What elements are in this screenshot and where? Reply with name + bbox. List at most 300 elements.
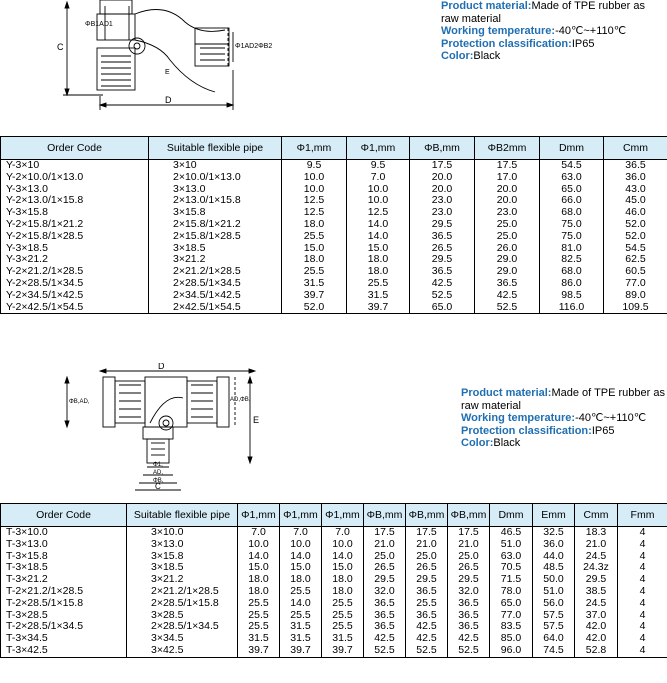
table-cell: 54.5 — [540, 160, 604, 172]
spec-color: Color:Black — [461, 437, 521, 449]
product1-specs — [441, 0, 661, 63]
table-cell: 10.0 — [282, 184, 347, 196]
table-row — [1, 290, 667, 302]
y-connector-table — [0, 136, 667, 314]
table-cell: 42.5 — [475, 290, 540, 302]
table-cell: 4 — [618, 574, 667, 586]
table-cell: 25.5 — [322, 598, 364, 610]
table-cell: 62.5 — [604, 254, 667, 266]
table-cell: Y-3×13.0 — [1, 184, 149, 196]
dim-e-label: E — [253, 415, 260, 425]
table-cell: 2×28.5/1×34.5 — [149, 278, 282, 290]
table-cell: 52.5 — [475, 302, 540, 314]
table-cell: 23.0 — [475, 207, 540, 219]
table-cell: 98.5 — [540, 290, 604, 302]
table-cell: 36.5 — [448, 598, 490, 610]
table-cell: 77.0 — [604, 278, 667, 290]
table-cell: 39.7 — [322, 645, 364, 657]
table-cell: 12.5 — [347, 207, 410, 219]
table-cell: 2×13.0/1×15.8 — [149, 195, 282, 207]
table-cell: 26.5 — [410, 243, 475, 255]
table-cell: 26.5 — [364, 562, 406, 574]
table-row — [1, 551, 667, 563]
column-header: Order Code — [1, 137, 149, 160]
table-cell: 2×10.0/1×13.0 — [149, 172, 282, 184]
table-cell: 36.5 — [475, 278, 540, 290]
table-cell: 14.0 — [238, 551, 280, 563]
table-cell: 50.0 — [533, 574, 575, 586]
table-row — [1, 645, 667, 657]
table-cell: 52.5 — [364, 645, 406, 657]
table-cell: Y-3×18.5 — [1, 243, 149, 255]
table-cell: 2×15.8/1×28.5 — [149, 231, 282, 243]
table-cell: 39.7 — [238, 645, 280, 657]
table-cell: Y-2×21.2/1×28.5 — [1, 266, 149, 278]
table-cell: 31.5 — [280, 621, 322, 633]
table-row — [1, 207, 667, 219]
table-cell: 10.0 — [322, 539, 364, 551]
table-cell: 37.0 — [575, 610, 618, 622]
table-cell: 17.5 — [448, 527, 490, 539]
table-cell: 17.0 — [475, 172, 540, 184]
table-cell: 48.5 — [533, 562, 575, 574]
table-row — [1, 562, 667, 574]
table-cell: 17.5 — [410, 160, 475, 172]
table-cell: 29.0 — [475, 254, 540, 266]
table-cell: 3×13.0 — [149, 184, 282, 196]
column-header: Suitable flexible pipe — [149, 137, 282, 160]
table-cell: 36.0 — [533, 539, 575, 551]
table-cell: 66.0 — [540, 195, 604, 207]
table-cell: 25.5 — [322, 621, 364, 633]
table-cell: 2×21.2/1×28.5 — [149, 266, 282, 278]
table-cell: 25.5 — [280, 586, 322, 598]
table-row — [1, 574, 667, 586]
table-cell: 96.0 — [490, 645, 533, 657]
table-cell: 36.5 — [406, 610, 448, 622]
column-header: ΦB,mm — [406, 504, 448, 527]
table-cell: 25.5 — [347, 278, 410, 290]
table-cell: 24.5 — [575, 551, 618, 563]
table-cell: 25.5 — [238, 598, 280, 610]
table-cell: 3×10 — [149, 160, 282, 172]
table-cell: 89.0 — [604, 290, 667, 302]
table-cell: 14.0 — [280, 598, 322, 610]
table-cell: 36.5 — [406, 586, 448, 598]
table-cell: T-3×18.5 — [1, 562, 127, 574]
table-cell: Y-2×42.5/1×54.5 — [1, 302, 149, 314]
column-header: ΦB,mm — [448, 504, 490, 527]
dim-b-label: ΦB, — [153, 478, 164, 484]
table-cell: 29.5 — [575, 574, 618, 586]
table-cell: 42.5 — [448, 633, 490, 645]
column-header: Cmm — [604, 137, 667, 160]
table-cell: 3×13.0 — [127, 539, 238, 551]
table-cell: 52.0 — [604, 231, 667, 243]
table-cell: 109.5 — [604, 302, 667, 314]
table-cell: 14.0 — [347, 231, 410, 243]
dim-d-label: D — [158, 363, 165, 371]
table-cell: 42.5 — [410, 278, 475, 290]
table-cell: 17.5 — [364, 527, 406, 539]
table-cell: 2×42.5/1×54.5 — [149, 302, 282, 314]
column-header: ΦB,mm — [364, 504, 406, 527]
table-cell: 60.5 — [604, 266, 667, 278]
table-cell: 17.5 — [475, 160, 540, 172]
table-cell: 3×18.5 — [127, 562, 238, 574]
table-cell: 18.0 — [238, 574, 280, 586]
table-cell: T-3×15.8 — [1, 551, 127, 563]
spec-protection: Protection classification:IP65 — [461, 424, 615, 437]
table-row — [1, 598, 667, 610]
table-cell: T-2×28.5/1×15.8 — [1, 598, 127, 610]
table-cell: 15.0 — [322, 562, 364, 574]
table-cell: 4 — [618, 527, 667, 539]
table-row — [1, 539, 667, 551]
table-cell: 4 — [618, 645, 667, 657]
table-cell: 26.5 — [406, 562, 448, 574]
spec-temperature: Working temperature:-40℃~+110℃ — [461, 412, 647, 424]
table-cell: 29.5 — [406, 574, 448, 586]
table-cell: 68.0 — [540, 266, 604, 278]
table-cell: T-3×21.2 — [1, 574, 127, 586]
dim-c-label: C — [57, 42, 64, 52]
table-row — [1, 254, 667, 266]
table-cell: 4 — [618, 621, 667, 633]
table-cell: 20.0 — [410, 184, 475, 196]
table-cell: T-3×42.5 — [1, 645, 127, 657]
table-cell: 71.5 — [490, 574, 533, 586]
column-header: Suitable flexible pipe — [127, 504, 238, 527]
table-cell: 2×21.2/1×28.5 — [127, 586, 238, 598]
table-cell: 42.5 — [406, 621, 448, 633]
table-cell: 51.0 — [533, 586, 575, 598]
table-cell: 45.0 — [604, 195, 667, 207]
table-cell: 31.5 — [238, 633, 280, 645]
table-cell: 20.0 — [475, 184, 540, 196]
table-row — [1, 184, 667, 196]
table-cell: 64.0 — [533, 633, 575, 645]
table-cell: 15.0 — [282, 243, 347, 255]
table-cell: 21.0 — [364, 539, 406, 551]
table-cell: 52.0 — [282, 302, 347, 314]
column-header: ΦB,mm — [410, 137, 475, 160]
table-cell: 18.0 — [347, 266, 410, 278]
table-cell: 18.3 — [575, 527, 618, 539]
table-cell: 74.5 — [533, 645, 575, 657]
table-row — [1, 278, 667, 290]
table-cell: 18.0 — [347, 254, 410, 266]
table-cell: 3×21.2 — [149, 254, 282, 266]
table-cell: 29.5 — [364, 574, 406, 586]
table-cell: 39.7 — [280, 645, 322, 657]
table-row — [1, 243, 667, 255]
table-cell: 68.0 — [540, 207, 604, 219]
table-cell: 70.5 — [490, 562, 533, 574]
table-cell: 25.5 — [322, 610, 364, 622]
table-row — [1, 266, 667, 278]
table-cell: 29.5 — [410, 219, 475, 231]
column-header: Dmm — [490, 504, 533, 527]
table-cell: 36.0 — [604, 172, 667, 184]
table-cell: 26.5 — [448, 562, 490, 574]
product2-specs — [461, 387, 666, 450]
table-cell: 77.0 — [490, 610, 533, 622]
table-cell: 38.5 — [575, 586, 618, 598]
table-cell: 116.0 — [540, 302, 604, 314]
table-cell: 21.0 — [575, 539, 618, 551]
table-cell: 32.0 — [364, 586, 406, 598]
table-row — [1, 195, 667, 207]
table-cell: 57.5 — [533, 621, 575, 633]
dim-e-label: E — [165, 69, 170, 76]
table-cell: 42.5 — [406, 633, 448, 645]
table-cell: 3×42.5 — [127, 645, 238, 657]
table-cell: 24.3z — [575, 562, 618, 574]
table-cell: 15.0 — [347, 243, 410, 255]
table-cell: 32.0 — [448, 586, 490, 598]
table-cell: 31.5 — [322, 633, 364, 645]
y-connector-drawing — [55, 0, 285, 118]
dim-d-label: D — [165, 95, 172, 105]
table-cell: 10.0 — [282, 172, 347, 184]
table-cell: 9.5 — [347, 160, 410, 172]
table-cell: 4 — [618, 598, 667, 610]
table-cell: 15.0 — [238, 562, 280, 574]
table-cell: Y-2×10.0/1×13.0 — [1, 172, 149, 184]
table-cell: 65.0 — [490, 598, 533, 610]
table-cell: 25.0 — [364, 551, 406, 563]
table-cell: 23.0 — [410, 195, 475, 207]
column-header: Dmm — [540, 137, 604, 160]
dim-ad-label: AD, — [153, 470, 164, 476]
table-cell: 10.0 — [347, 184, 410, 196]
table-cell: 52.5 — [406, 645, 448, 657]
table-cell: Y-2×15.8/1×21.2 — [1, 219, 149, 231]
table-row — [1, 172, 667, 184]
table-cell: 21.0 — [406, 539, 448, 551]
table-cell: 18.0 — [322, 574, 364, 586]
table-cell: 20.0 — [475, 195, 540, 207]
table-cell: 4 — [618, 610, 667, 622]
table-cell: 4 — [618, 562, 667, 574]
column-header: Φ1,mm — [347, 137, 410, 160]
table-cell: 4 — [618, 586, 667, 598]
table-cell: 56.0 — [533, 598, 575, 610]
table-cell: 12.5 — [282, 207, 347, 219]
dim-left-label: ΦB,AD, — [69, 399, 90, 405]
table-cell: 42.0 — [575, 621, 618, 633]
table-cell: 25.0 — [448, 551, 490, 563]
table-cell: 7.0 — [347, 172, 410, 184]
table-cell: Y-3×21.2 — [1, 254, 149, 266]
table-cell: T-3×10.0 — [1, 527, 127, 539]
table-cell: 75.0 — [540, 231, 604, 243]
table-cell: 23.0 — [410, 207, 475, 219]
table-cell: 63.0 — [490, 551, 533, 563]
table-cell: 21.0 — [448, 539, 490, 551]
table-cell: 4 — [618, 551, 667, 563]
table-cell: 46.0 — [604, 207, 667, 219]
table-cell: 85.0 — [490, 633, 533, 645]
table-cell: T-2×21.2/1×28.5 — [1, 586, 127, 598]
column-header: Order Code — [1, 504, 127, 527]
spec-material: Product material:Made of TPE rubber as raw material — [441, 0, 645, 25]
table-cell: 44.0 — [533, 551, 575, 563]
table-cell: 2×28.5/1×34.5 — [127, 621, 238, 633]
table-cell: 14.0 — [347, 219, 410, 231]
table-cell: 31.5 — [347, 290, 410, 302]
table-cell: 10.0 — [280, 539, 322, 551]
table-cell: 63.0 — [540, 172, 604, 184]
table-cell: 52.5 — [448, 645, 490, 657]
table-cell: 46.5 — [490, 527, 533, 539]
table-cell: 4 — [618, 539, 667, 551]
table-cell: 52.5 — [410, 290, 475, 302]
table-cell: 36.5 — [448, 621, 490, 633]
table-cell: 65.0 — [410, 302, 475, 314]
table-cell: 25.0 — [475, 219, 540, 231]
column-header: Φ1,mm — [282, 137, 347, 160]
table-cell: Y-2×28.5/1×34.5 — [1, 278, 149, 290]
table-cell: Y-3×15.8 — [1, 207, 149, 219]
column-header: Cmm — [575, 504, 618, 527]
table-cell: 14.0 — [322, 551, 364, 563]
table-cell: 3×15.8 — [149, 207, 282, 219]
dim-right-label: Φ1AD2ΦB2 — [235, 43, 273, 50]
table-row — [1, 160, 667, 172]
dim-b1-label: ΦB1AD1 — [85, 21, 113, 28]
table-cell: 3×34.5 — [127, 633, 238, 645]
table-cell: 25.0 — [475, 231, 540, 243]
table-cell: Y-2×13.0/1×15.8 — [1, 195, 149, 207]
table-cell: 29.5 — [448, 574, 490, 586]
table-cell: 42.0 — [575, 633, 618, 645]
table-cell: 18.0 — [280, 574, 322, 586]
column-header: Fmm — [618, 504, 667, 527]
table-cell: 36.5 — [604, 160, 667, 172]
table-cell: 52.0 — [604, 219, 667, 231]
column-header: Φ1,mm — [238, 504, 280, 527]
table-cell: 3×10.0 — [127, 527, 238, 539]
table-cell: 3×15.8 — [127, 551, 238, 563]
table-cell: 18.0 — [282, 219, 347, 231]
table-cell: Y-3×10 — [1, 160, 149, 172]
table-row — [1, 586, 667, 598]
table-cell: 3×18.5 — [149, 243, 282, 255]
table-cell: 25.5 — [280, 610, 322, 622]
table-row — [1, 621, 667, 633]
table-cell: 75.0 — [540, 219, 604, 231]
table-cell: 81.0 — [540, 243, 604, 255]
table-cell: 3×28.5 — [127, 610, 238, 622]
table-cell: 36.5 — [364, 621, 406, 633]
table-cell: 18.0 — [282, 254, 347, 266]
table-cell: 31.5 — [282, 278, 347, 290]
table-cell: 26.0 — [475, 243, 540, 255]
dim-b1-label: Φ1, — [153, 462, 163, 468]
table-cell: 29.0 — [475, 266, 540, 278]
table-cell: 9.5 — [282, 160, 347, 172]
table-row — [1, 231, 667, 243]
table-cell: 65.0 — [540, 184, 604, 196]
table-cell: 36.5 — [410, 231, 475, 243]
column-header: ΦB2mm — [475, 137, 540, 160]
table-cell: 15.0 — [280, 562, 322, 574]
table-cell: 52.8 — [575, 645, 618, 657]
dim-c-label: C — [155, 482, 161, 491]
table-row — [1, 527, 667, 539]
column-header: Φ1,mm — [280, 504, 322, 527]
table-cell: 39.7 — [347, 302, 410, 314]
t-connector-drawing — [55, 363, 270, 493]
table-cell: 20.0 — [410, 172, 475, 184]
table-cell: 57.5 — [533, 610, 575, 622]
table-cell: 17.5 — [406, 527, 448, 539]
table-header-row — [1, 137, 667, 160]
dim-right-label: AD,ΦB, — [230, 397, 251, 403]
table-cell: 25.5 — [238, 621, 280, 633]
table-cell: 25.5 — [406, 598, 448, 610]
table-cell: 4 — [618, 633, 667, 645]
spec-temperature: Working temperature:-40℃~+110℃ — [441, 25, 627, 37]
table-cell: 3×21.2 — [127, 574, 238, 586]
spec-material: Product material:Made of TPE rubber as raw material — [461, 387, 665, 412]
table-cell: 10.0 — [347, 195, 410, 207]
table-cell: 7.0 — [238, 527, 280, 539]
table-header-row — [1, 504, 667, 527]
table-cell: 86.0 — [540, 278, 604, 290]
table-cell: 24.5 — [575, 598, 618, 610]
table-cell: 42.5 — [364, 633, 406, 645]
spec-protection: Protection classification:IP65 — [441, 37, 595, 50]
table-cell: Y-2×34.5/1×42.5 — [1, 290, 149, 302]
table-row — [1, 610, 667, 622]
table-cell: 39.7 — [282, 290, 347, 302]
table-cell: 36.5 — [364, 598, 406, 610]
table-cell: 10.0 — [238, 539, 280, 551]
table-cell: 25.0 — [406, 551, 448, 563]
table-cell: 7.0 — [322, 527, 364, 539]
table-cell: 18.0 — [322, 586, 364, 598]
table-cell: 43.0 — [604, 184, 667, 196]
column-header: Emm — [533, 504, 575, 527]
table-cell: 25.5 — [282, 231, 347, 243]
table-cell: T-3×28.5 — [1, 610, 127, 622]
table-cell: T-3×13.0 — [1, 539, 127, 551]
table-cell: T-2×28.5/1×34.5 — [1, 621, 127, 633]
table-cell: T-3×34.5 — [1, 633, 127, 645]
table-cell: 51.0 — [490, 539, 533, 551]
column-header: Φ1,mm — [322, 504, 364, 527]
table-cell: 29.5 — [410, 254, 475, 266]
table-row — [1, 633, 667, 645]
t-connector-table — [0, 503, 667, 658]
table-row — [1, 219, 667, 231]
table-row — [1, 302, 667, 314]
table-cell: 2×34.5/1×42.5 — [149, 290, 282, 302]
table-cell: 18.0 — [238, 586, 280, 598]
table-cell: 54.5 — [604, 243, 667, 255]
table-cell: 36.5 — [448, 610, 490, 622]
table-cell: 2×28.5/1×15.8 — [127, 598, 238, 610]
table-cell: 78.0 — [490, 586, 533, 598]
spec-color: Color:Black — [441, 50, 501, 62]
table-cell: 25.5 — [238, 610, 280, 622]
table-cell: 36.5 — [410, 266, 475, 278]
table-cell: 31.5 — [280, 633, 322, 645]
table-cell: 32.5 — [533, 527, 575, 539]
